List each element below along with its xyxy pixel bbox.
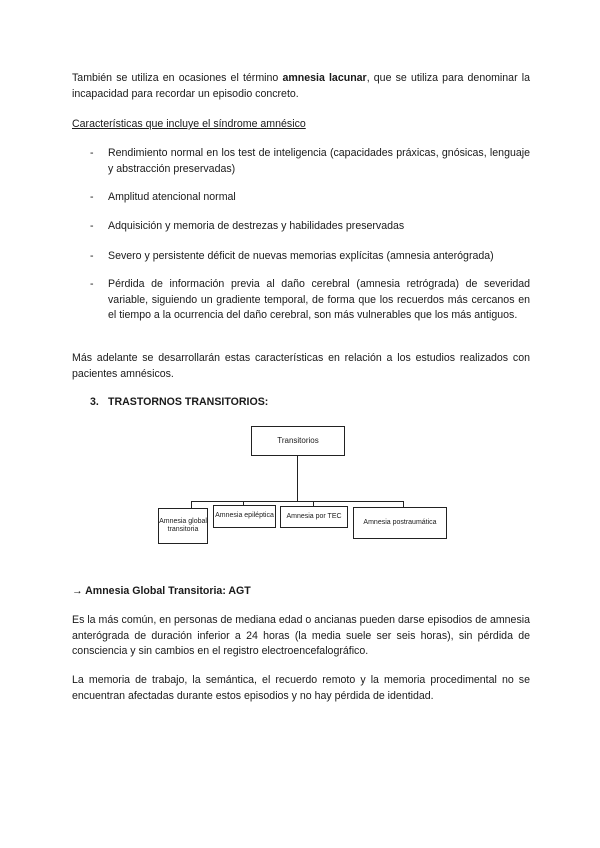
section-title: TRASTORNOS TRANSITORIOS: bbox=[108, 396, 269, 408]
diagram-child-box: Amnesia global transitoria bbox=[158, 508, 208, 544]
agt-heading: → Amnesia Global Transitoria: AGT bbox=[72, 585, 251, 597]
agt-paragraph-1: Es la más común, en personas de mediana edad o ancianas pueden darse episodios de amnesia anterógrada de duración inferior a 24 horas (la media suele ser seis horas), sin pérdida de consciencia y sin cambios en el registro electroencefalográfico. bbox=[72, 614, 530, 657]
intro-bold-term: amnesia lacunar bbox=[282, 72, 367, 84]
connector-line bbox=[191, 501, 192, 508]
list-item-text: Severo y persistente déficit de nuevas memorias explícitas (amnesia anterógrada) bbox=[108, 250, 494, 262]
connector-line bbox=[191, 501, 403, 502]
diagram-child-box: Amnesia epiléptica bbox=[213, 505, 276, 528]
characteristics-heading: Características que incluye el síndrome amnésico bbox=[72, 118, 306, 130]
list-dash: - bbox=[90, 147, 94, 159]
list-dash: - bbox=[90, 278, 94, 290]
list-dash: - bbox=[90, 191, 94, 203]
connector-line bbox=[297, 455, 298, 501]
agt-paragraph-2: La memoria de trabajo, la semántica, el recuerdo remoto y la memoria procedimental no se encuentran afectadas durante estos episodios y no hay pérdida de identidad. bbox=[72, 674, 530, 702]
list-item-text: Amplitud atencional normal bbox=[108, 191, 236, 203]
diagram-child-box: Amnesia postraumática bbox=[353, 507, 447, 539]
diagram-child-box: Amnesia por TEC bbox=[280, 506, 348, 528]
later-note: Más adelante se desarrollarán estas características en relación a los estudios realizados con pacientes amnésicos. bbox=[72, 352, 530, 380]
list-dash: - bbox=[90, 220, 94, 232]
intro-paragraph bbox=[72, 71, 530, 102]
list-item-text: Pérdida de información previa al daño cerebral (amnesia retrógrada) de severidad variable, siguiendo un gradiente temporal, de forma que los recuerdos más cercanos en el tiempo a la ocurrencia del daño cerebral, son más vulnerables que los más antiguos. bbox=[108, 278, 530, 321]
list-item-text: Rendimiento normal en los test de inteligencia (capacidades práxicas, gnósicas, lenguaje y abstracción preservadas) bbox=[108, 147, 530, 175]
intro-text-pre: También se utiliza en ocasiones el término bbox=[72, 72, 283, 84]
list-item-text: Adquisición y memoria de destrezas y habilidades preservadas bbox=[108, 220, 405, 232]
intro-text-post: , que se utiliza para denominar la incapacidad para recordar un episodio concreto. bbox=[72, 72, 530, 100]
section-number: 3. bbox=[90, 396, 99, 408]
list-dash: - bbox=[90, 250, 94, 262]
diagram-root-box: Transitorios bbox=[251, 426, 345, 456]
